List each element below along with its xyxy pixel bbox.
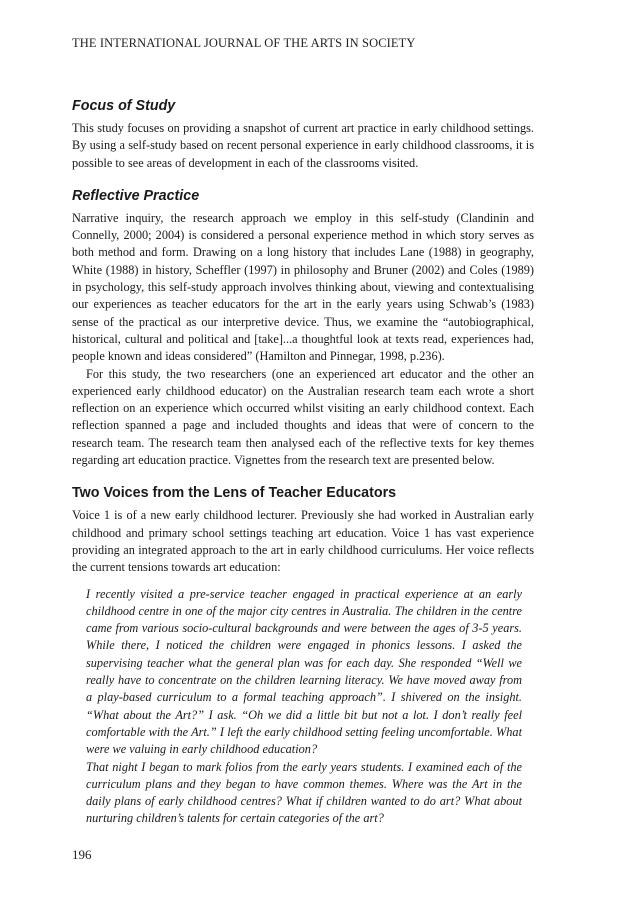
page-number: 196 — [72, 847, 92, 862]
reflective-paragraph-2: For this study, the two researchers (one an experienced art educator and the other an experienced early childhood educator) on the Australian research team each wrote a short reflection on an experience which occurred whilst visiting an early childhood context. Each reflection spanned a page and included thoughts and ideas that were of concern to the research team. The research team then analysed each of the reflective texts for key themes regarding art education practice. Vignettes from the research text are presented below. — [72, 366, 534, 468]
voice-1-quote — [86, 586, 522, 828]
quote-paragraph-1: I recently visited a pre-service teacher engaged in practical experience at an early childhood centre in one of the major city centres in Australia. The children in the centre came from various socio-cultural backgrounds and were between the ages of 3-5 years. While there, I noticed the children were engaged in phonics lessons. I asked the supervising teacher what the general plan was for each day. She responded “Well we really have to concentrate on the children learning literacy. We have moved away from a play-based curriculum to a formal teaching approach”. I shivered on the insight. “What about the Art?” I ask. “Oh we did a little bit but not a lot. I don’t really feel comfortable with the Art.” I left the early childhood setting feeling uncomfortable. What were we valuing in early childhood education? — [86, 586, 522, 757]
reflective-heading: Reflective Practice — [72, 187, 200, 204]
focus-heading: Focus of Study — [72, 98, 176, 114]
focus-paragraph: This study focuses on providing a snapshot of current art practice in early childhood settings. By using a self-study based on recent personal experience in early childhood classrooms, it is possible to see areas of development in each of the classrooms visited. — [72, 121, 534, 170]
running-head: THE INTERNATIONAL JOURNAL OF THE ARTS IN SOCIETY — [72, 36, 416, 50]
reflective-paragraph-1: Narrative inquiry, the research approach we employ in this self-study (Clandinin and Connelly, 2000; 2004) is considered a personal experience method in which story serves as both method and form. Drawing on a long history that includes Lane (1988) in geography, White (1988) in history, Scheffler (1997) in philosophy and Bruner (2002) and Coles (1989) in psychology, this self-study approach involves thinking about, viewing and contextualising our experiences as teacher educators for the art in the early years using Schwab’s (1983) sense of the practical as our interpretive device. Thus, we examine the “autobiographical, historical, cultural and political and [take]...a thoughtful look at texts read, experiences had, people known and ideas considered” (Hamilton and Pinnegar, 1998, p.236). — [72, 210, 534, 364]
article-body — [72, 96, 534, 828]
voices-heading: Two Voices from the Lens of Teacher Educators — [72, 485, 397, 502]
quote-paragraph-2: That night I began to mark folios from the early years students. I examined each of the curriculum plans and they began to have common themes. Where was the Art in the daily plans of early childhood centres? What if children wanted to do art? What about nurturing children’s talents for certain categories of the art? — [86, 759, 522, 826]
voices-paragraph: Voice 1 is of a new early childhood lecturer. Previously she had worked in Australian early childhood and primary school settings teaching art education. Voice 1 has vast experience providing an integrated approach to the art in early childhood curriculums. Her voice reflects the current tensions towards art education: — [72, 508, 534, 575]
